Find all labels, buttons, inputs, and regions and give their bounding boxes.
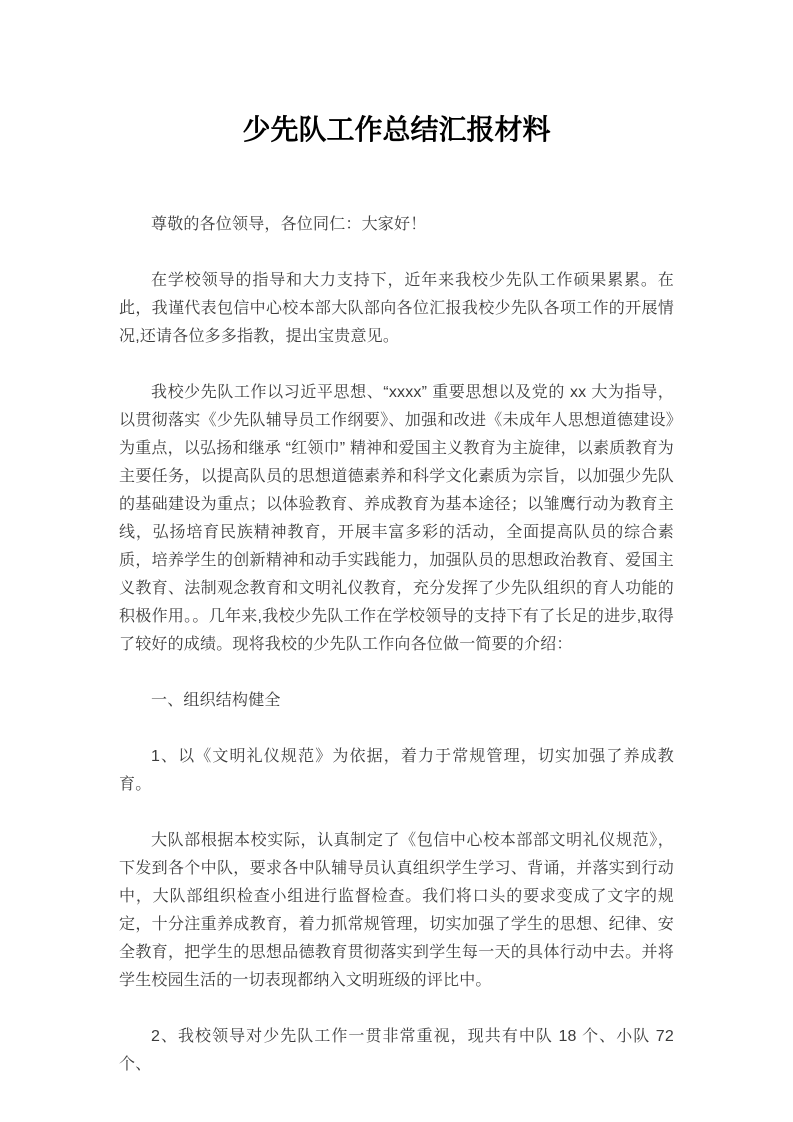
paragraph: 1、以《文明礼仪规范》为依据，着力于常规管理，切实加强了养成教育。	[119, 748, 674, 793]
paragraph: 尊敬的各位领导，各位同仁：大家好！	[151, 216, 427, 233]
paragraph: 在学校领导的指导和大力支持下，近年来我校少先队工作硕果累累。在此，我谨代表包信中心校本部大队部向各位汇报我校少先队各项工作的开展情况,还请各位多多指教，提出宝贵意见。	[119, 272, 674, 345]
paragraph: 2、我校领导对少先队工作一贯非常重视，现共有中队 18 个、小队 72 个、	[119, 1028, 674, 1073]
section-heading: 一、组织结构健全	[151, 692, 281, 709]
document-body	[119, 211, 674, 1079]
document-title: 少先队工作总结汇报材料	[242, 114, 551, 145]
paragraph: 我校少先队工作以习近平思想、“xxxx” 重要思想以及党的 xx 大为指导，以贯彻落实《少先队辅导员工作纲要》、加强和改进《未成年人思想道德建设》为重点，以弘扬和继承 “红领巾” 精神和爱国主义教育为主旋律，以素质教育为主要任务，以提高队员的思想道德素养和科学文化素质为宗旨，以加强少先队的基础建设为重点；以体验教育、养成教育为基本途径；以雏鹰行动为教育主线，弘扬培育民族精神教育，开展丰富多彩的活动，全面提高队员的综合素质，培养学生的创新精神和动手实践能力，加强队员的思想政治教育、爱国主义教育、法制观念教育和文明礼仪教育，充分发挥了少先队组织的育人功能的积极作用。。几年来,我校少先队工作在学校领导的支持下有了长足的进步,取得了较好的成绩。现将我校的少先队工作向各位做一简要的介绍：	[119, 384, 674, 653]
paragraph: 大队部根据本校实际，认真制定了《包信中心校本部部文明礼仪规范》，下发到各个中队，要求各中队辅导员认真组织学生学习、背诵，并落实到行动中，大队部组织检查小组进行监督检查。我们将口头的要求变成了文字的规定，十分注重养成教育，着力抓常规管理，切实加强了学生的思想、纪律、安全教育，把学生的思想品德教育贯彻落实到学生每一天的具体行动中去。并将学生校园生活的一切表现都纳入文明班级的评比中。	[119, 832, 674, 989]
